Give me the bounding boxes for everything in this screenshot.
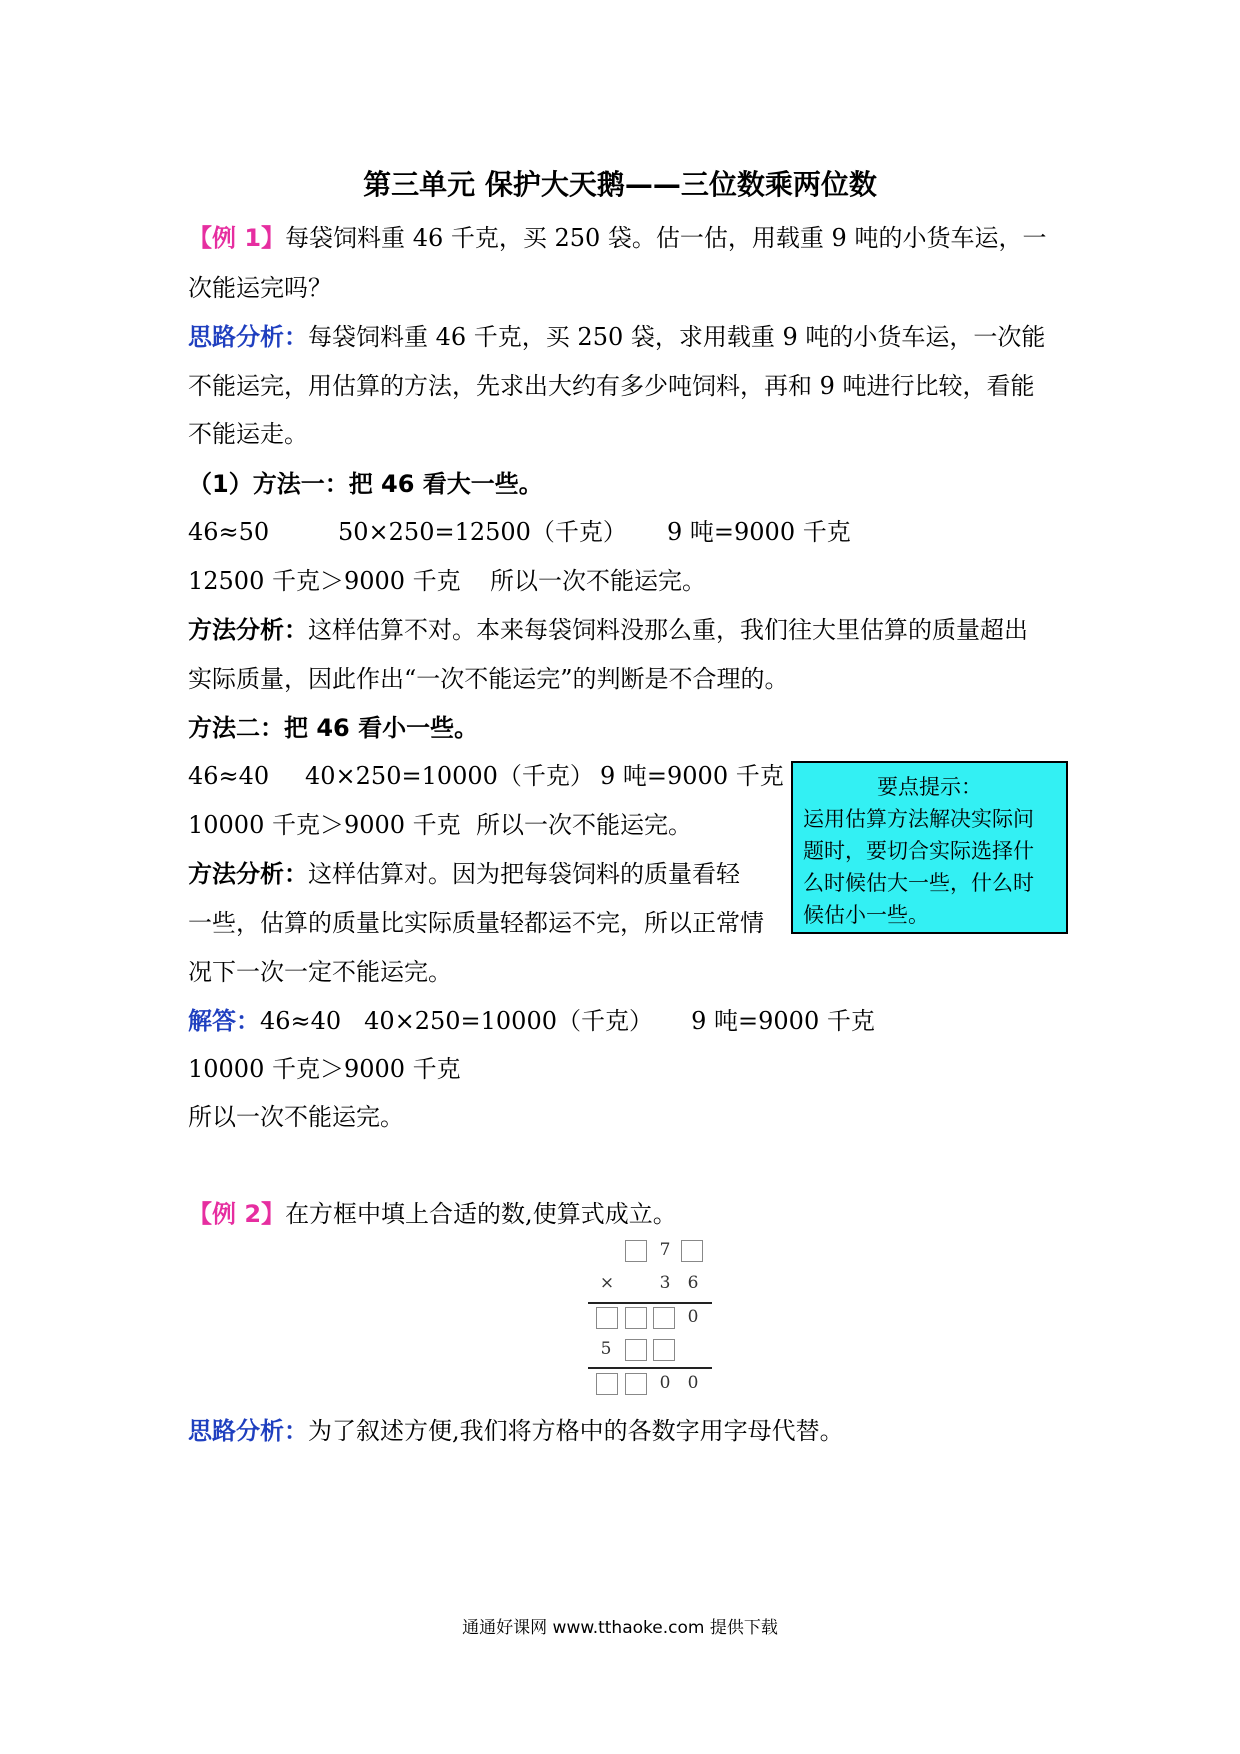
method2-analysis-label: 方法分析： xyxy=(188,860,308,888)
example2-tag: 【例 2】 xyxy=(188,1200,286,1228)
blank-box[interactable] xyxy=(653,1307,675,1329)
method1-conclusion: 所以一次不能运完。 xyxy=(490,567,706,595)
blank-box[interactable] xyxy=(653,1339,675,1361)
method2-analysis-line1 xyxy=(188,860,740,889)
method1-analysis-text-2: 实际质量，因此作出“一次不能运完”的判断是不合理的。 xyxy=(188,665,789,693)
method2-calc-c: 9 吨=9000 千克 xyxy=(600,762,784,790)
blank-box[interactable] xyxy=(596,1373,618,1395)
puzzle-rule-2 xyxy=(588,1367,712,1369)
answer1-text-2: 10000 千克＞9000 千克 xyxy=(188,1055,461,1083)
puzzle-digit: 5 xyxy=(600,1339,612,1359)
analysis1-line1 xyxy=(188,323,1045,352)
example2-line xyxy=(188,1200,677,1229)
method2-conclusion: 所以一次不能运完。 xyxy=(476,811,692,839)
puzzle-digit: 0 xyxy=(687,1373,699,1393)
method1-calc-a: 46≈50 xyxy=(188,518,270,546)
blank-box[interactable] xyxy=(681,1240,703,1262)
analysis1-text-2: 不能运完，用估算的方法，先求出大约有多少吨饲料，再和 9 吨进行比较，看能 xyxy=(188,372,1035,400)
tip-line-3: 么时候估大一些，什么时 xyxy=(803,871,1034,895)
puzzle-digit: 0 xyxy=(659,1373,671,1393)
method2-compare: 10000 千克＞9000 千克 xyxy=(188,811,461,839)
key-point-tip-box xyxy=(791,761,1068,934)
analysis2-text: 为了叙述方便,我们将方格中的各数字用字母代替。 xyxy=(308,1417,844,1445)
blank-box[interactable] xyxy=(625,1373,647,1395)
example1-tag: 【例 1】 xyxy=(188,224,286,252)
tip-line-1: 运用估算方法解决实际问 xyxy=(803,807,1034,831)
blank-box[interactable] xyxy=(596,1307,618,1329)
puzzle-digit: 7 xyxy=(659,1240,671,1260)
analysis1-label: 思路分析： xyxy=(188,323,308,351)
method1-analysis-line1 xyxy=(188,616,1028,645)
analysis2-line xyxy=(188,1417,844,1446)
example1-text-2: 次能运完吗？ xyxy=(188,274,332,302)
analysis1-text-1: 每袋饲料重 46 千克，买 250 袋，求用载重 9 吨的小货车运，一次能 xyxy=(308,323,1046,351)
answer1-text-1: 46≈40 40×250=10000（千克） 9 吨=9000 千克 xyxy=(260,1007,875,1035)
tip-line-2: 题时，要切合实际选择什 xyxy=(803,839,1034,863)
puzzle-digit: 6 xyxy=(687,1273,699,1293)
method1-analysis-text-1: 这样估算不对。本来每袋饲料没那么重，我们往大里估算的质量超出 xyxy=(308,616,1028,644)
example1-line1 xyxy=(188,224,1046,253)
method1-calc-c: 9 吨=9000 千克 xyxy=(667,518,851,546)
analysis2-label: 思路分析： xyxy=(188,1417,308,1445)
page-title: 第三单元 保护大天鹅——三位数乘两位数 xyxy=(363,168,877,201)
blank-box[interactable] xyxy=(625,1307,647,1329)
footer-credit: 通通好课网 www.tthaoke.com 提供下载 xyxy=(462,1618,778,1638)
method1-compare: 12500 千克＞9000 千克 xyxy=(188,567,461,595)
answer1-line1 xyxy=(188,1007,875,1036)
method2-calc-b: 40×250=10000（千克） xyxy=(305,762,594,790)
method1-analysis-label: 方法分析： xyxy=(188,616,308,644)
method1-calc-b: 50×250=12500（千克） xyxy=(338,518,627,546)
analysis1-text-3: 不能运走。 xyxy=(188,420,308,448)
method2-analysis-text-1: 这样估算对。因为把每袋饲料的质量看轻 xyxy=(308,860,740,888)
answer1-text-3: 所以一次不能运完。 xyxy=(188,1103,404,1131)
method1-heading: （1）方法一：把 46 看大一些。 xyxy=(188,470,543,498)
method2-analysis-text-3: 况下一次一定不能运完。 xyxy=(188,958,452,986)
blank-box[interactable] xyxy=(625,1240,647,1262)
example2-text: 在方框中填上合适的数,使算式成立。 xyxy=(285,1200,677,1228)
answer1-label: 解答： xyxy=(188,1007,260,1035)
times-sign: × xyxy=(599,1273,615,1293)
method2-calc-a: 46≈40 xyxy=(188,762,270,790)
puzzle-digit: 3 xyxy=(659,1273,671,1293)
tip-line-4: 候估小一些。 xyxy=(803,903,929,927)
puzzle-rule-1 xyxy=(588,1302,712,1304)
method2-heading: 方法二：把 46 看小一些。 xyxy=(188,714,479,742)
blank-box[interactable] xyxy=(625,1339,647,1361)
example1-text-1: 每袋饲料重 46 千克，买 250 袋。估一估，用载重 9 吨的小货车运，一 xyxy=(285,224,1047,252)
puzzle-digit: 0 xyxy=(687,1307,699,1327)
tip-title: 要点提示： xyxy=(877,775,982,799)
method2-analysis-text-2: 一些，估算的质量比实际质量轻都运不完，所以正常情 xyxy=(188,909,764,937)
